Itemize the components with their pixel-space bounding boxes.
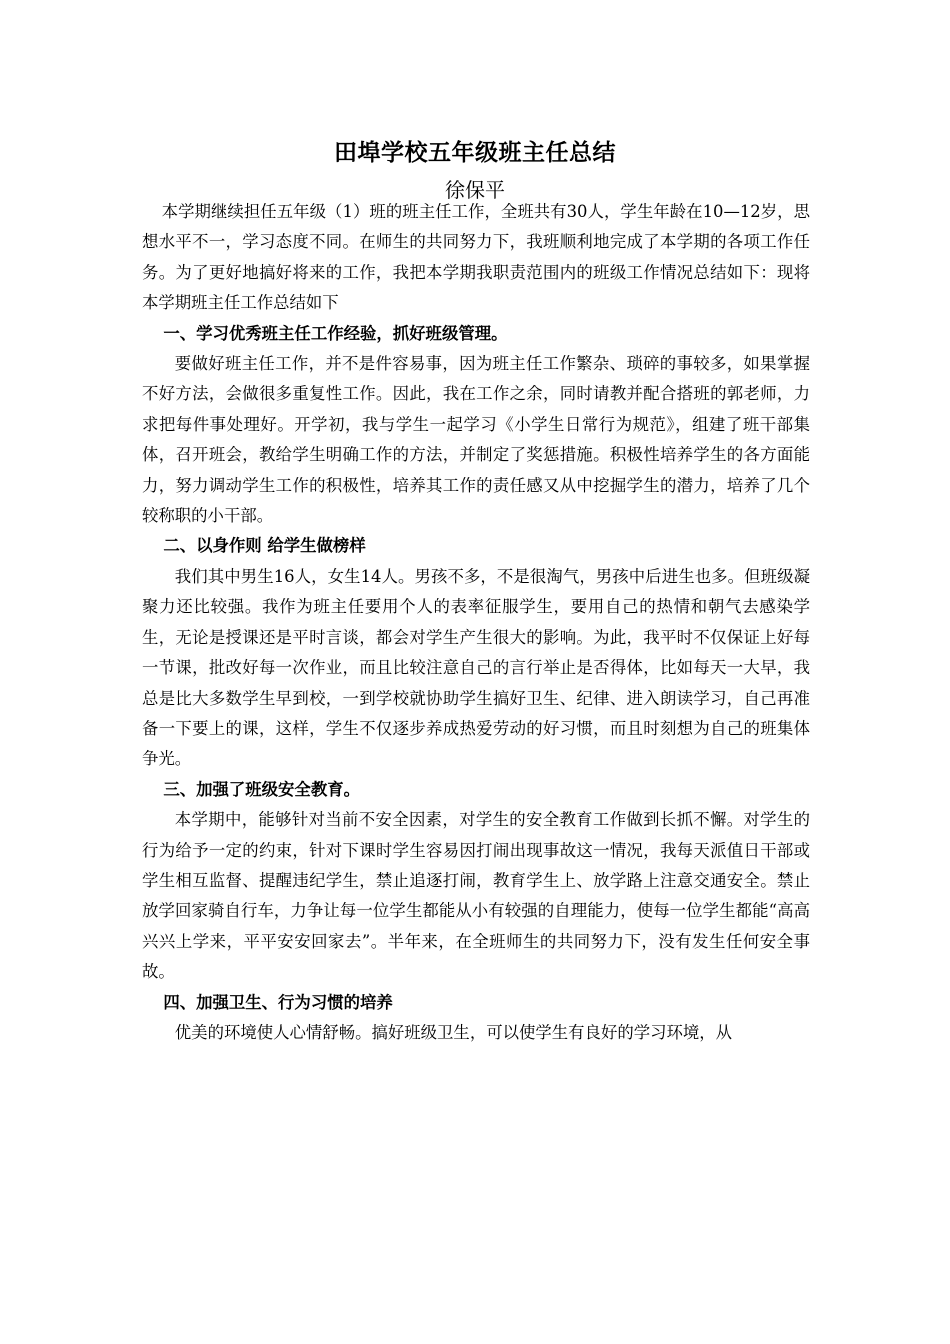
document-body bbox=[142, 197, 810, 1048]
paragraph-2: 我们其中男生16人，女生14人。男孩不多，不是很淘气，男孩中后进生也多。但班级凝聚力还比较强。我作为班主任要用个人的表率征服学生，要用自己的热情和朝气去感染学生，无论是授课还是平时言谈，都会对学生产生很大的影响。为此，我平时不仅保证上好每一节课，批改好每一次作业，而且比较注意自己的言行举止是否得体，比如每天一大早，我总是比大多数学生早到校，一到学校就协助学生搞好卫生、纪律、进入朗读学习，自己再准备一下要上的课，这样，学生不仅逐步养成热爱劳动的好习惯，而且时刻想为自己的班集体争光。 bbox=[142, 566, 810, 769]
section-heading-3: 三、加强了班级安全教育。 bbox=[163, 779, 360, 799]
paragraph-4: 优美的环境使人心情舒畅。搞好班级卫生，可以使学生有良好的学习环境，从 bbox=[174, 1022, 733, 1042]
paragraph-1: 要做好班主任工作，并不是件容易事，因为班主任工作繁杂、琐碎的事较多，如果掌握不好方法，会做很多重复性工作。因此，我在工作之余，同时请教并配合搭班的郭老师，力求把每件事处理好。开学初，我与学生一起学习《小学生日常行为规范》，组建了班干部集体，召开班会，教给学生明确工作的方法，并制定了奖惩措施。积极性培养学生的各方面能力，努力调动学生工作的积极性，培养其工作的责任感又从中挖掘学生的潜力，培养了几个较称职的小干部。 bbox=[142, 354, 810, 526]
section-heading-1: 一、学习优秀班主任工作经验，抓好班级管理。 bbox=[163, 323, 508, 343]
document-author: 徐保平 bbox=[445, 178, 505, 202]
section-heading-2: 二、以身作则 给学生做榜样 bbox=[163, 536, 366, 556]
paragraph-intro: 本学期继续担任五年级（1）班的班主任工作，全班共有30人，学生年龄在10—12岁，思想水平不一，学习态度不同。在师生的共同努力下，我班顺利地完成了本学期的各项工作任务。为了更好地搞好将来的工作，我把本学期我职责范围内的班级工作情况总结如下：现将本学期班主任工作总结如下 bbox=[142, 202, 810, 313]
section-heading-4: 四、加强卫生、行为习惯的培养 bbox=[163, 992, 393, 1012]
document-title: 田埠学校五年级班主任总结 bbox=[334, 140, 616, 166]
paragraph-3: 本学期中，能够针对当前不安全因素，对学生的安全教育工作做到长抓不懈。对学生的行为给予一定的约束，针对下课时学生容易因打闹出现事故这一情况，我每天派值日干部或学生相互监督、提醒违纪学生，禁止追逐打闹，教育学生上、放学路上注意交通安全。禁止放学回家骑自行车，力争让每一位学生都能从小有较强的自理能力，使每一位学生都能“高高兴兴上学来，平平安安回家去”。半年来，在全班师生的共同努力下，没有发生任何安全事故。 bbox=[142, 810, 810, 982]
